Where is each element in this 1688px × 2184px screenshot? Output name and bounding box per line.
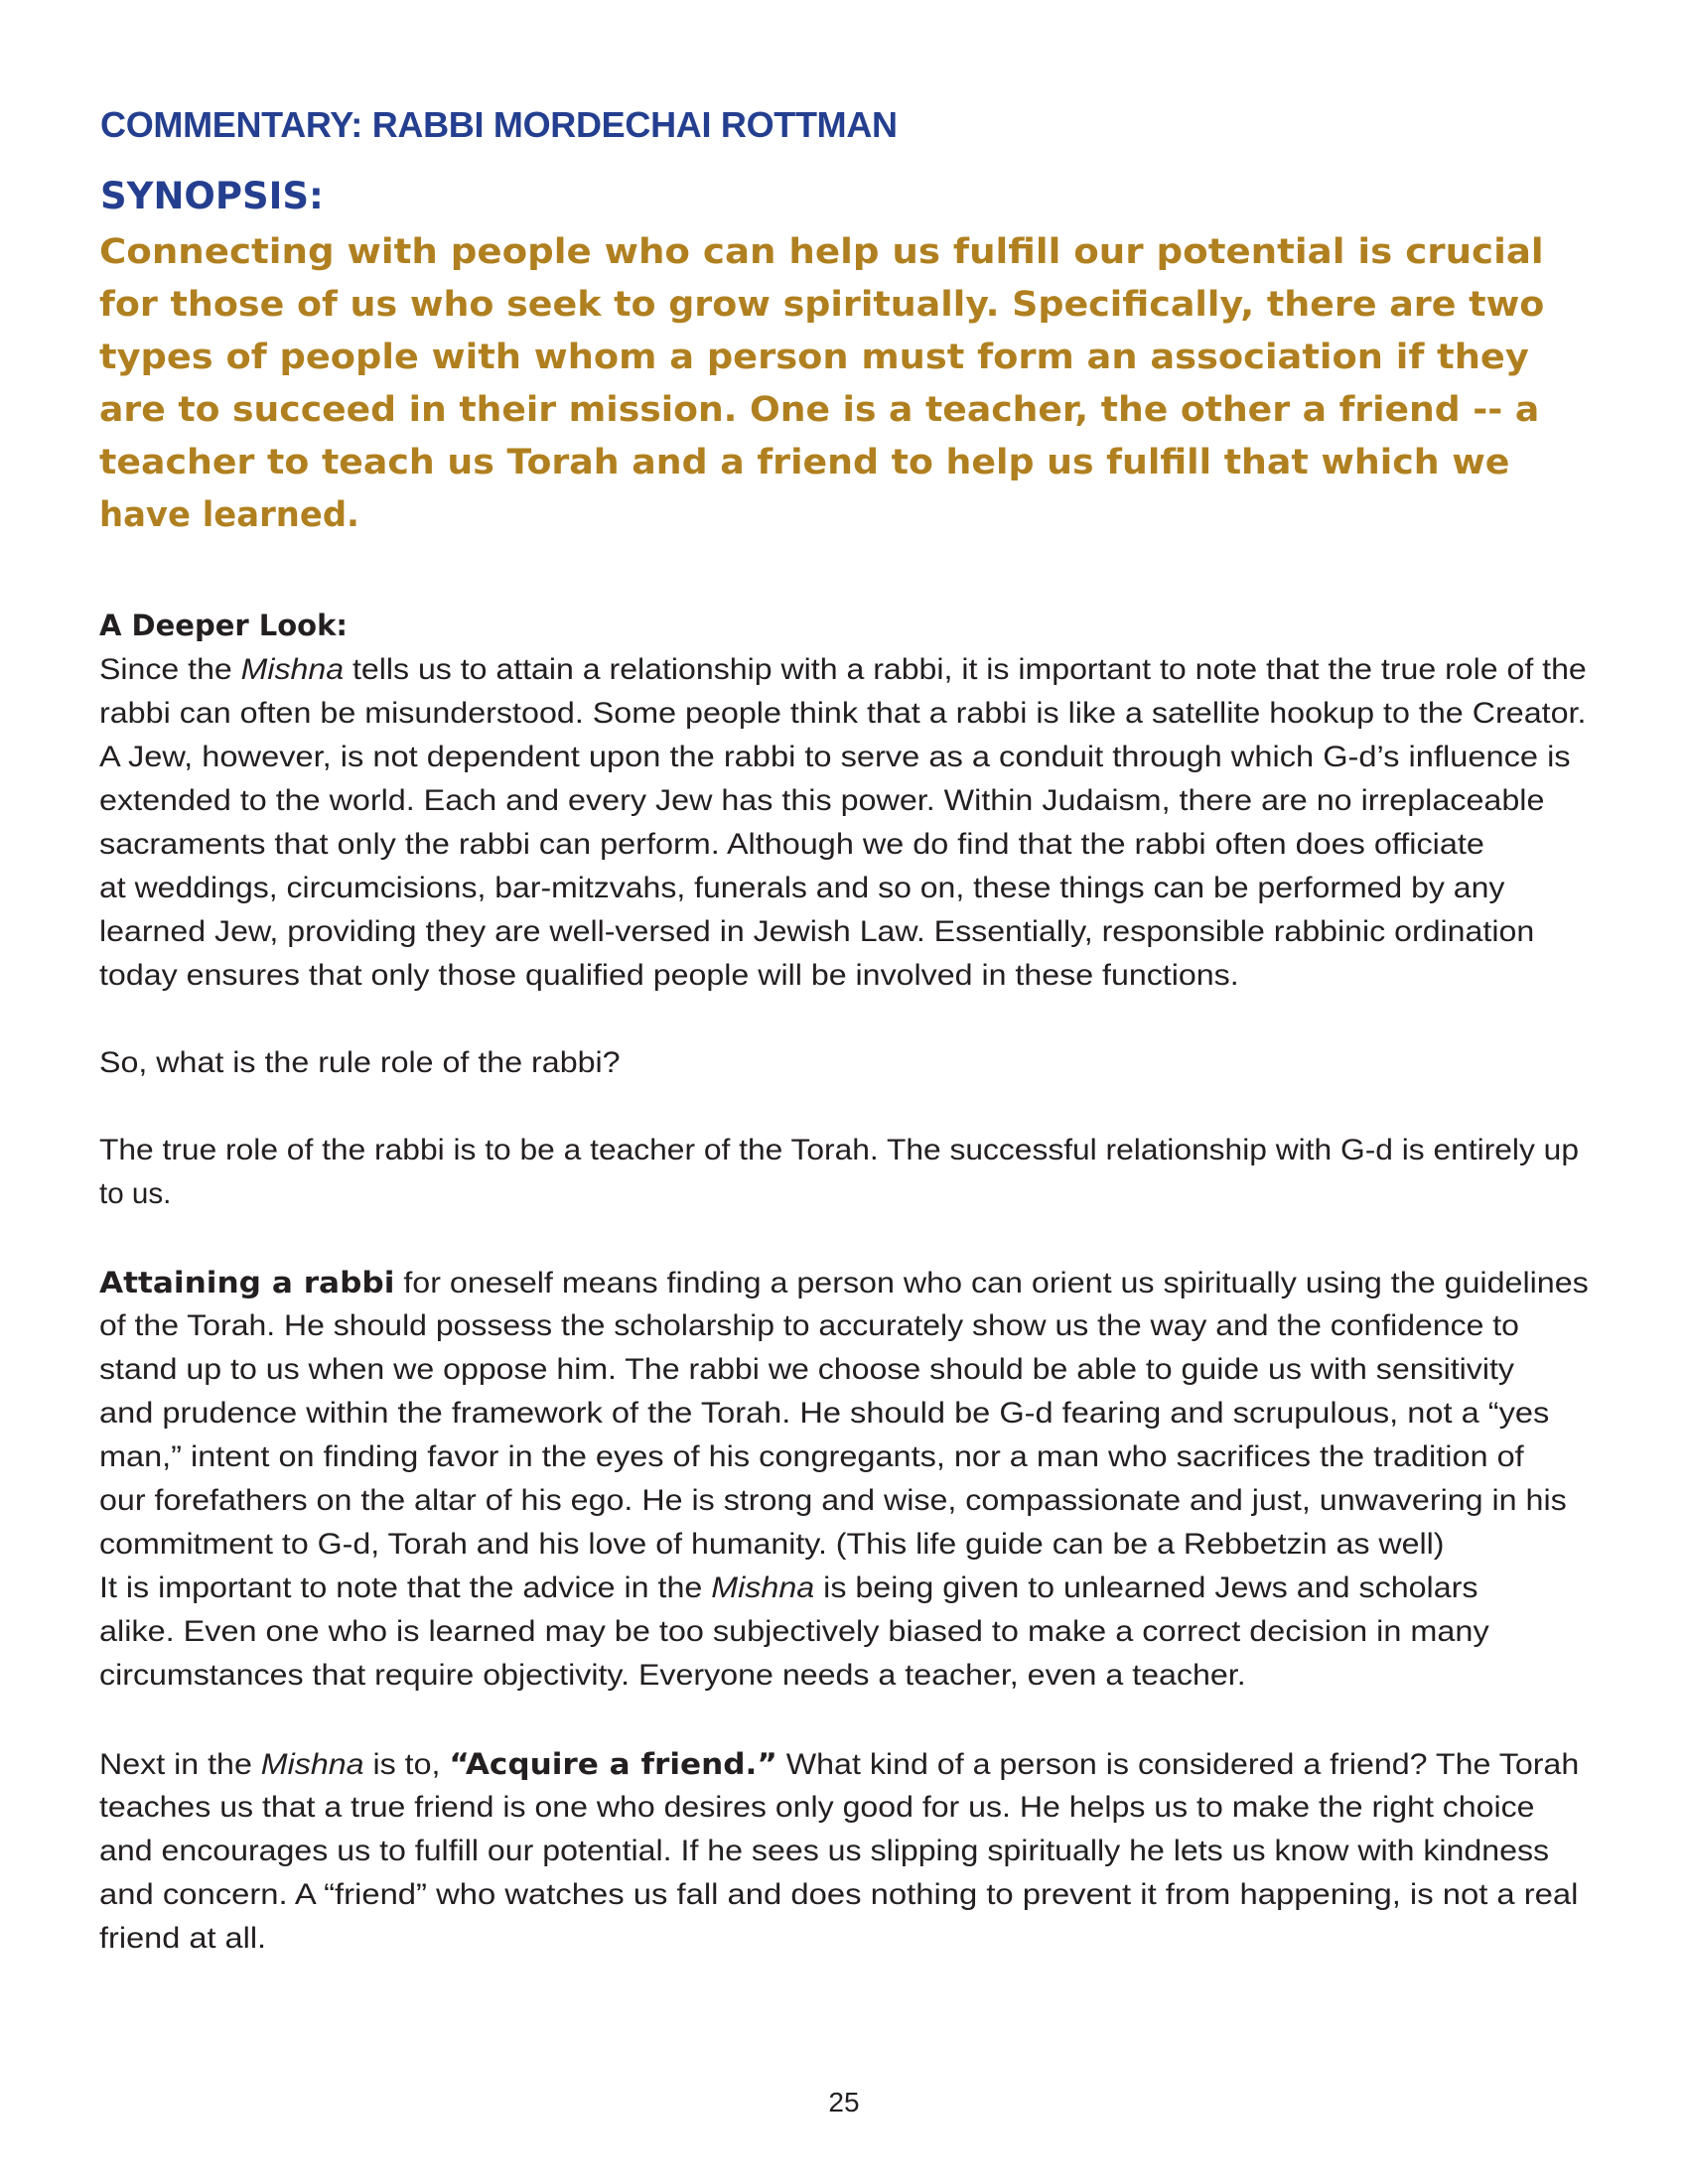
- body-line: rabbi can often be misunderstood. Some people think that a rabbi is like a satellite hookup to the Creator.: [99, 697, 1587, 730]
- body-line: and concern. A “friend” who watches us fall and does nothing to prevent it from happening, is not a real: [99, 1878, 1579, 1911]
- body-line: A Jew, however, is not dependent upon the rabbi to serve as a conduit through which G-d’s influence is: [99, 741, 1571, 773]
- synopsis-line: have learned.: [99, 495, 359, 535]
- body-line: alike. Even one who is learned may be too subjectively biased to make a correct decision in many: [99, 1615, 1489, 1648]
- acquire-friend-bold: “Acquire a friend.”: [449, 1747, 777, 1781]
- attaining-rabbi-bold: Attaining a rabbi: [99, 1266, 395, 1299]
- body-line: and prudence within the framework of the Torah. He should be G-d fearing and scrupulous, not a “yes: [99, 1397, 1550, 1430]
- body-line: commitment to G-d, Torah and his love of humanity. (This life guide can be a Rebbetzin as well): [99, 1528, 1445, 1561]
- body-line: teaches us that a true friend is one who desires only good for us. He helps us to make the right choice: [99, 1791, 1535, 1824]
- synopsis-line: Connecting with people who can help us fulfill our potential is crucial: [99, 232, 1544, 272]
- question-line: So, what is the rule role of the rabbi?: [99, 1046, 621, 1079]
- commentary-header: COMMENTARY: RABBI MORDECHAI ROTTMAN: [100, 104, 898, 145]
- body-line: and encourages us to fulfill our potential. If he sees us slipping spiritually he lets us know with kindness: [99, 1835, 1550, 1867]
- synopsis-line: are to succeed in their mission. One is a teacher, the other a friend -- a: [99, 390, 1540, 430]
- body-line: It is important to note that the advice in the Mishna is being given to unlearned Jews and scholars: [99, 1571, 1478, 1604]
- body-line: learned Jew, providing they are well-versed in Jewish Law. Essentially, responsible rabbinic ordination: [99, 915, 1535, 948]
- mishna-italic: Mishna: [260, 1748, 364, 1781]
- body-line: Next in the Mishna is to, “Acquire a friend.” What kind of a person is considered a friend? The Torah: [99, 1747, 1580, 1781]
- body-line: man,” intent on finding favor in the eyes of his congregants, nor a man who sacrifices the tradition of: [99, 1440, 1524, 1473]
- body-line: friend at all.: [99, 1922, 267, 1955]
- body-line: stand up to us when we oppose him. The rabbi we choose should be able to guide us with sensitivity: [99, 1353, 1514, 1386]
- page-number: 25: [828, 2087, 860, 2117]
- synopsis-title: SYNOPSIS:: [100, 175, 324, 217]
- body-line: our forefathers on the altar of his ego. He is strong and wise, compassionate and just, unwavering in his: [99, 1484, 1567, 1517]
- body-line: Since the Mishna tells us to attain a relationship with a rabbi, it is important to note that the true role of the: [99, 653, 1587, 686]
- synopsis-line: types of people with whom a person must form an association if they: [99, 338, 1529, 377]
- body-line: The true role of the rabbi is to be a teacher of the Torah. The successful relationship with G-d is entirely up: [99, 1134, 1579, 1166]
- body-line: today ensures that only those qualified people will be involved in these functions.: [99, 959, 1239, 992]
- body-line: of the Torah. He should possess the scholarship to accurately show us the way and the confidence to: [99, 1309, 1519, 1342]
- synopsis-line: teacher to teach us Torah and a friend to help us fulfill that which we: [99, 443, 1510, 482]
- section-heading-deeper-look: A Deeper Look:: [99, 609, 348, 642]
- body-line: to us.: [99, 1177, 172, 1210]
- synopsis-line: for those of us who seek to grow spiritually. Specifically, there are two: [99, 285, 1545, 325]
- body-line: extended to the world. Each and every Jew has this power. Within Judaism, there are no irreplaceable: [99, 784, 1545, 817]
- body-line: at weddings, circumcisions, bar-mitzvahs, funerals and so on, these things can be performed by any: [99, 872, 1505, 904]
- mishna-italic: Mishna: [240, 653, 345, 686]
- mishna-italic: Mishna: [711, 1571, 815, 1604]
- body-line: Attaining a rabbi for oneself means finding a person who can orient us spiritually using the guidelines: [99, 1266, 1589, 1299]
- body-line: sacraments that only the rabbi can perform. Although we do find that the rabbi often does officiate: [99, 828, 1484, 861]
- body-line: circumstances that require objectivity. Everyone needs a teacher, even a teacher.: [99, 1659, 1246, 1692]
